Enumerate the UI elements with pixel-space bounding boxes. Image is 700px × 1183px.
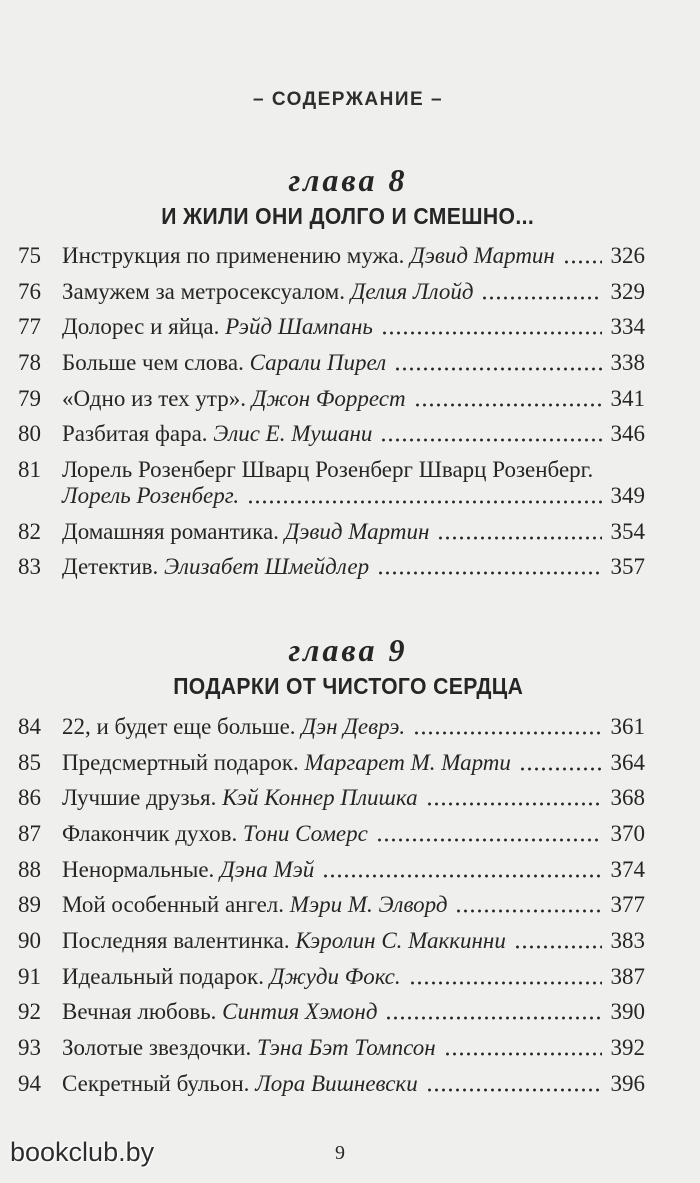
entry-number: 83 xyxy=(18,554,41,580)
entry-page-number: 357 xyxy=(610,554,645,580)
entry-title: 22, и будет еще больше. xyxy=(62,713,296,739)
toc-entry xyxy=(18,709,645,745)
entry-author: Джуди Фокс. xyxy=(269,963,401,989)
toc-list xyxy=(18,238,645,585)
toc-entry xyxy=(18,1030,645,1066)
entry-text xyxy=(62,750,511,776)
entry-title: Золотые звездочки. xyxy=(62,1035,252,1061)
dot-leader xyxy=(377,571,602,575)
entry-text xyxy=(62,964,401,990)
entry-number: 90 xyxy=(18,927,41,953)
entry-page-number: 392 xyxy=(610,1035,645,1061)
entry-text xyxy=(62,999,377,1025)
entry-number: 85 xyxy=(18,749,41,775)
entry-author: Рэйд Шампань xyxy=(225,314,373,340)
entry-page-number: 368 xyxy=(610,785,645,811)
entry-number: 80 xyxy=(18,421,41,447)
toc-entry xyxy=(18,309,645,345)
entry-page-number: 374 xyxy=(610,856,645,882)
entry-number: 93 xyxy=(18,1035,41,1061)
toc-entry xyxy=(18,274,645,310)
dot-leader xyxy=(380,438,602,442)
chapter-title: И ЖИЛИ ОНИ ДОЛГО И СМЕШНО... xyxy=(161,203,535,229)
entry-page-number: 370 xyxy=(610,820,645,846)
page-number: 9 xyxy=(335,1142,345,1164)
entry-author: Дэна Мэй xyxy=(220,856,315,882)
entry-number: 91 xyxy=(18,963,41,989)
entry-title: Идеальный подарок. xyxy=(62,963,264,989)
toc-entry xyxy=(18,995,645,1031)
entry-author: Кэй Коннер Плишка xyxy=(222,785,418,811)
toc-entry xyxy=(18,381,645,417)
dot-leader xyxy=(444,1052,602,1056)
toc-entry xyxy=(18,238,645,274)
entry-number: 77 xyxy=(18,314,41,340)
entry-text xyxy=(62,821,368,847)
entry-page-number: 390 xyxy=(610,999,645,1025)
entry-title: Флакончик духов. xyxy=(62,820,238,846)
entry-number: 84 xyxy=(18,713,41,739)
dot-leader xyxy=(514,945,602,949)
entry-text xyxy=(62,928,506,954)
entry-title: Секретный бульон. xyxy=(62,1070,250,1096)
entry-title: Инструкция по применению мужа. xyxy=(62,242,405,268)
dot-leader xyxy=(437,536,602,540)
dot-leader xyxy=(322,874,602,878)
entry-text xyxy=(62,519,429,545)
chapter-label: глава 8 xyxy=(288,162,408,198)
chapter-section xyxy=(0,160,700,585)
entry-title: Ненормальные. xyxy=(62,856,215,882)
toc-entry xyxy=(18,887,645,923)
entry-author: Лорель Розенберг. xyxy=(62,482,240,508)
dot-leader xyxy=(426,1088,602,1092)
entry-title: Вечная любовь. xyxy=(62,999,217,1025)
toc-entry xyxy=(18,1066,645,1102)
entry-page-number: 338 xyxy=(610,349,645,375)
dot-leader xyxy=(426,802,602,806)
toc-entry xyxy=(18,550,645,586)
toc-list xyxy=(18,709,645,1102)
toc-entry xyxy=(18,959,645,995)
toc-entry xyxy=(18,816,645,852)
entry-author: Кэролин С. Маккинни xyxy=(295,927,506,953)
entry-author: Дэвид Мартин xyxy=(284,518,430,544)
entry-number: 81 xyxy=(18,456,41,482)
entry-number: 75 xyxy=(18,242,41,268)
entry-title: Предсмертный подарок. xyxy=(62,749,299,775)
entry-title: Больше чем слова. xyxy=(62,349,244,375)
entry-text xyxy=(62,350,386,376)
entry-text xyxy=(62,314,373,340)
entry-number: 92 xyxy=(18,999,41,1025)
entry-author: Сарали Пирел xyxy=(249,349,387,375)
entry-number: 89 xyxy=(18,892,41,918)
entry-title: Последняя валентинка. xyxy=(62,927,290,953)
entry-author: Тони Сомерс xyxy=(243,820,368,846)
entry-number: 87 xyxy=(18,820,41,846)
entry-text xyxy=(62,892,447,918)
dot-leader xyxy=(409,981,602,985)
entry-text xyxy=(62,785,418,811)
toc-entry xyxy=(18,852,645,888)
entry-author: Мэри М. Элворд xyxy=(289,892,448,918)
entry-text xyxy=(62,1035,436,1061)
entry-page-number: 354 xyxy=(610,518,645,544)
toc-entry xyxy=(18,345,645,381)
entry-page-number: 396 xyxy=(610,1070,645,1096)
dot-leader xyxy=(413,731,602,735)
entry-number: 94 xyxy=(18,1070,41,1096)
entry-page-number: 329 xyxy=(610,278,645,304)
dot-leader xyxy=(481,296,602,300)
toc-entry xyxy=(18,452,645,514)
entry-page-number: 383 xyxy=(610,927,645,953)
toc-entry xyxy=(18,416,645,452)
entry-title: Мой особенный ангел. xyxy=(62,892,285,918)
entry-text xyxy=(62,421,372,447)
chapter-label: глава 9 xyxy=(288,632,408,668)
entry-title: Разбитая фара. xyxy=(62,421,208,447)
entry-number: 79 xyxy=(18,385,41,411)
entry-author: Дэн Деврэ. xyxy=(301,713,406,739)
chapter-title-line xyxy=(0,670,696,702)
entry-number: 86 xyxy=(18,785,41,811)
entry-author-line xyxy=(62,483,645,509)
entry-text xyxy=(62,386,406,412)
entry-page-number: 387 xyxy=(610,963,645,989)
entry-author: Джон Форрест xyxy=(251,385,406,411)
dot-leader xyxy=(385,1016,602,1020)
entry-title: Замужем за метросексуалом. xyxy=(62,278,345,304)
watermark: bookclub.by xyxy=(10,1137,155,1167)
entry-page-number: 349 xyxy=(610,482,645,508)
entry-page-number: 364 xyxy=(610,749,645,775)
toc-entry xyxy=(18,745,645,781)
entry-number: 76 xyxy=(18,278,41,304)
chapter-title: ПОДАРКИ ОТ ЧИСТОГО СЕРДЦА xyxy=(172,673,524,699)
entry-page-number: 326 xyxy=(610,242,645,268)
dot-leader xyxy=(455,909,602,913)
entry-author: Дэвид Мартин xyxy=(410,242,555,268)
toc-entry xyxy=(18,514,645,550)
entry-text xyxy=(62,279,473,305)
entry-page-number: 341 xyxy=(610,385,645,411)
entry-text xyxy=(62,1071,418,1097)
entry-number: 82 xyxy=(18,518,41,544)
entry-text xyxy=(62,243,555,269)
dot-leader xyxy=(381,331,602,335)
dot-leader xyxy=(376,838,602,842)
entry-text xyxy=(62,714,405,740)
entry-number: 88 xyxy=(18,856,41,882)
dot-leader xyxy=(414,403,602,407)
dot-leader xyxy=(563,260,602,264)
dot-leader xyxy=(519,767,602,771)
entry-page-number: 377 xyxy=(610,892,645,918)
entry-title: Долорес и яйца. xyxy=(62,314,220,340)
entry-title: Лорель Розенберг Шварц Розенберг Шварц Розенберг. xyxy=(62,456,594,482)
entry-text xyxy=(62,554,369,580)
dot-leader xyxy=(394,367,602,371)
dot-leader xyxy=(247,500,602,504)
entry-text xyxy=(62,857,314,883)
entry-author: Маргарет М. Марти xyxy=(304,749,511,775)
chapter-section xyxy=(0,630,700,1102)
entry-page-number: 346 xyxy=(610,421,645,447)
chapter-title-line xyxy=(0,200,696,232)
entry-author: Делия Ллойд xyxy=(350,278,474,304)
entry-author: Тэна Бэт Томпсон xyxy=(256,1035,436,1061)
entry-author: Элис Е. Мушани xyxy=(213,421,373,447)
entry-author: Синтия Хэмонд xyxy=(222,999,378,1025)
entry-title: Домашняя романтика. xyxy=(62,518,279,544)
entry-title: Лучшие друзья. xyxy=(62,785,217,811)
contents-heading: – СОДЕРЖАНИЕ – xyxy=(252,89,444,110)
entry-number: 78 xyxy=(18,349,41,375)
toc-entry xyxy=(18,780,645,816)
entry-author: Лора Вишневски xyxy=(255,1070,418,1096)
toc-entry xyxy=(18,923,645,959)
entry-author: Элизабет Шмейдлер xyxy=(164,554,370,580)
entry-title: «Одно из тех утр». xyxy=(62,385,246,411)
entry-page-number: 334 xyxy=(610,314,645,340)
entry-text xyxy=(62,457,645,509)
entry-page-number: 361 xyxy=(610,713,645,739)
entry-title: Детектив. xyxy=(62,554,159,580)
